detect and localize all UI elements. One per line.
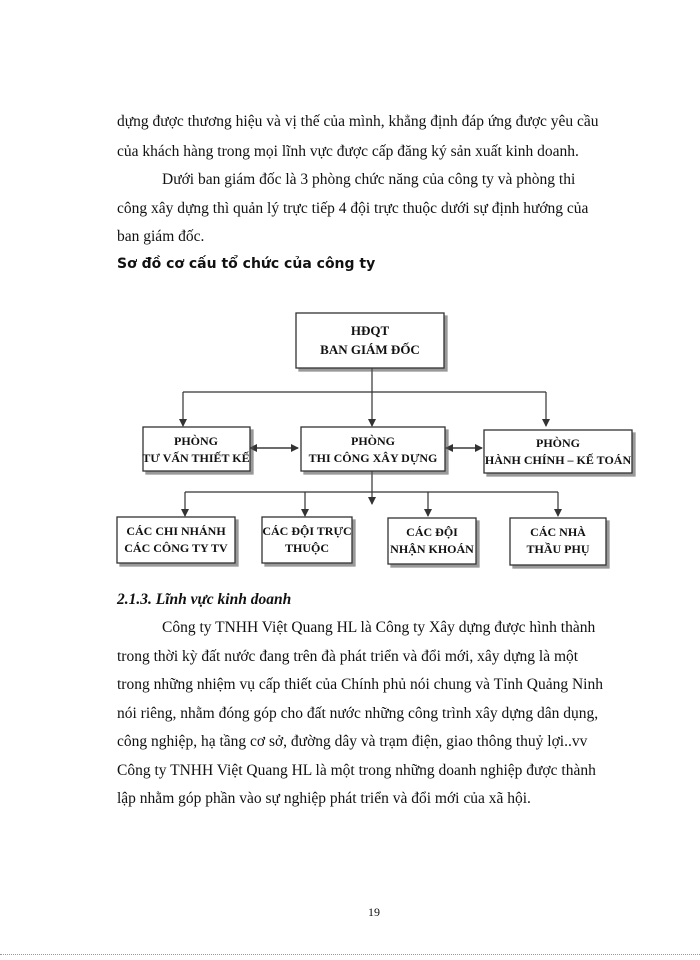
org-box-unit-4 (510, 518, 606, 565)
connectors-bottom (185, 470, 558, 516)
business-line-6: Công ty TNHH Việt Quang HL là một trong những doanh nghiệp được thành (117, 762, 596, 779)
business-line-7: lập nhằm góp phần vào sự nghiệp phát triển và đổi mới của xã hội. (117, 790, 531, 807)
org-box-dept-1 (142, 427, 250, 471)
org-box-dept-3-line2: HÀNH CHÍNH – KẾ TOÁN (484, 453, 632, 467)
org-box-dept-2 (301, 427, 445, 471)
org-box-unit-2-line2: THUỘC (284, 541, 330, 555)
org-box-unit-1-line2: CÁC CÔNG TY TV (124, 541, 228, 555)
org-box-dept-1-line1: PHÒNG (174, 434, 218, 448)
org-box-top-line1: HĐQT (350, 323, 390, 338)
org-box-unit-2 (262, 517, 352, 563)
business-line-2: trong thời kỳ đất nước đang trên đà phát triển và đổi mới, xây dựng là một (117, 648, 579, 665)
org-box-dept-3-line1: PHÒNG (536, 436, 580, 450)
org-box-unit-4-line1: CÁC NHÀ (530, 525, 586, 539)
business-line-5: công nghiệp, hạ tầng cơ sở, đường dây và trạm điện, giao thông thuỷ lợi..vv (117, 733, 588, 750)
org-box-dept-1-line2: TƯ VẤN THIẾT KẾ (142, 451, 250, 465)
org-chart-heading: Sơ đồ cơ cấu tổ chức của công ty (117, 256, 376, 272)
org-box-dept-2-line2: THI CÔNG XÂY DỰNG (308, 451, 438, 465)
section-heading: 2.1.3. Lĩnh vực kinh doanh (117, 591, 292, 608)
page-number: 19 (368, 905, 380, 919)
org-box-unit-3-line1: CÁC ĐỘI (406, 525, 458, 539)
org-box-dept-3 (484, 430, 632, 473)
org-box-unit-2-line1: CÁC ĐỘI TRỰC (262, 524, 352, 538)
intro-line-3: Dưới ban giám đốc là 3 phòng chức năng của công ty và phòng thi (162, 171, 576, 188)
org-box-unit-4-line2: THẦU PHỤ (526, 542, 590, 556)
org-box-top (296, 313, 444, 368)
org-box-dept-2-line1: PHÒNG (351, 434, 395, 448)
intro-line-5: ban giám đốc. (117, 228, 205, 245)
intro-line-1: dựng được thương hiệu và vị thế của mình, khẳng định đáp ứng được yêu cầu (117, 113, 599, 130)
org-box-unit-1 (117, 517, 235, 563)
org-box-unit-1-line1: CÁC CHI NHÁNH (126, 524, 226, 538)
org-box-top-line2: BAN GIÁM ĐỐC (320, 342, 420, 357)
org-box-unit-3-line2: NHẬN KHOÁN (390, 542, 474, 556)
business-line-4: nói riêng, nhằm đóng góp cho đất nước những công trình xây dựng dân dụng, (117, 705, 599, 722)
business-line-1: Công ty TNHH Việt Quang HL là Công ty Xây dựng được hình thành (162, 619, 596, 636)
intro-line-4: công xây dựng thì quản lý trực tiếp 4 đội trực thuộc dưới sự định hướng của (117, 200, 589, 217)
intro-line-2: của khách hàng trong mọi lĩnh vực được cấp đăng ký sản xuất kinh doanh. (117, 143, 579, 160)
business-line-3: trong những nhiệm vụ cấp thiết của Chính phủ nói chung và Tỉnh Quảng Ninh (117, 676, 603, 693)
page-bottom-border (0, 954, 700, 955)
org-box-unit-3 (388, 518, 476, 564)
